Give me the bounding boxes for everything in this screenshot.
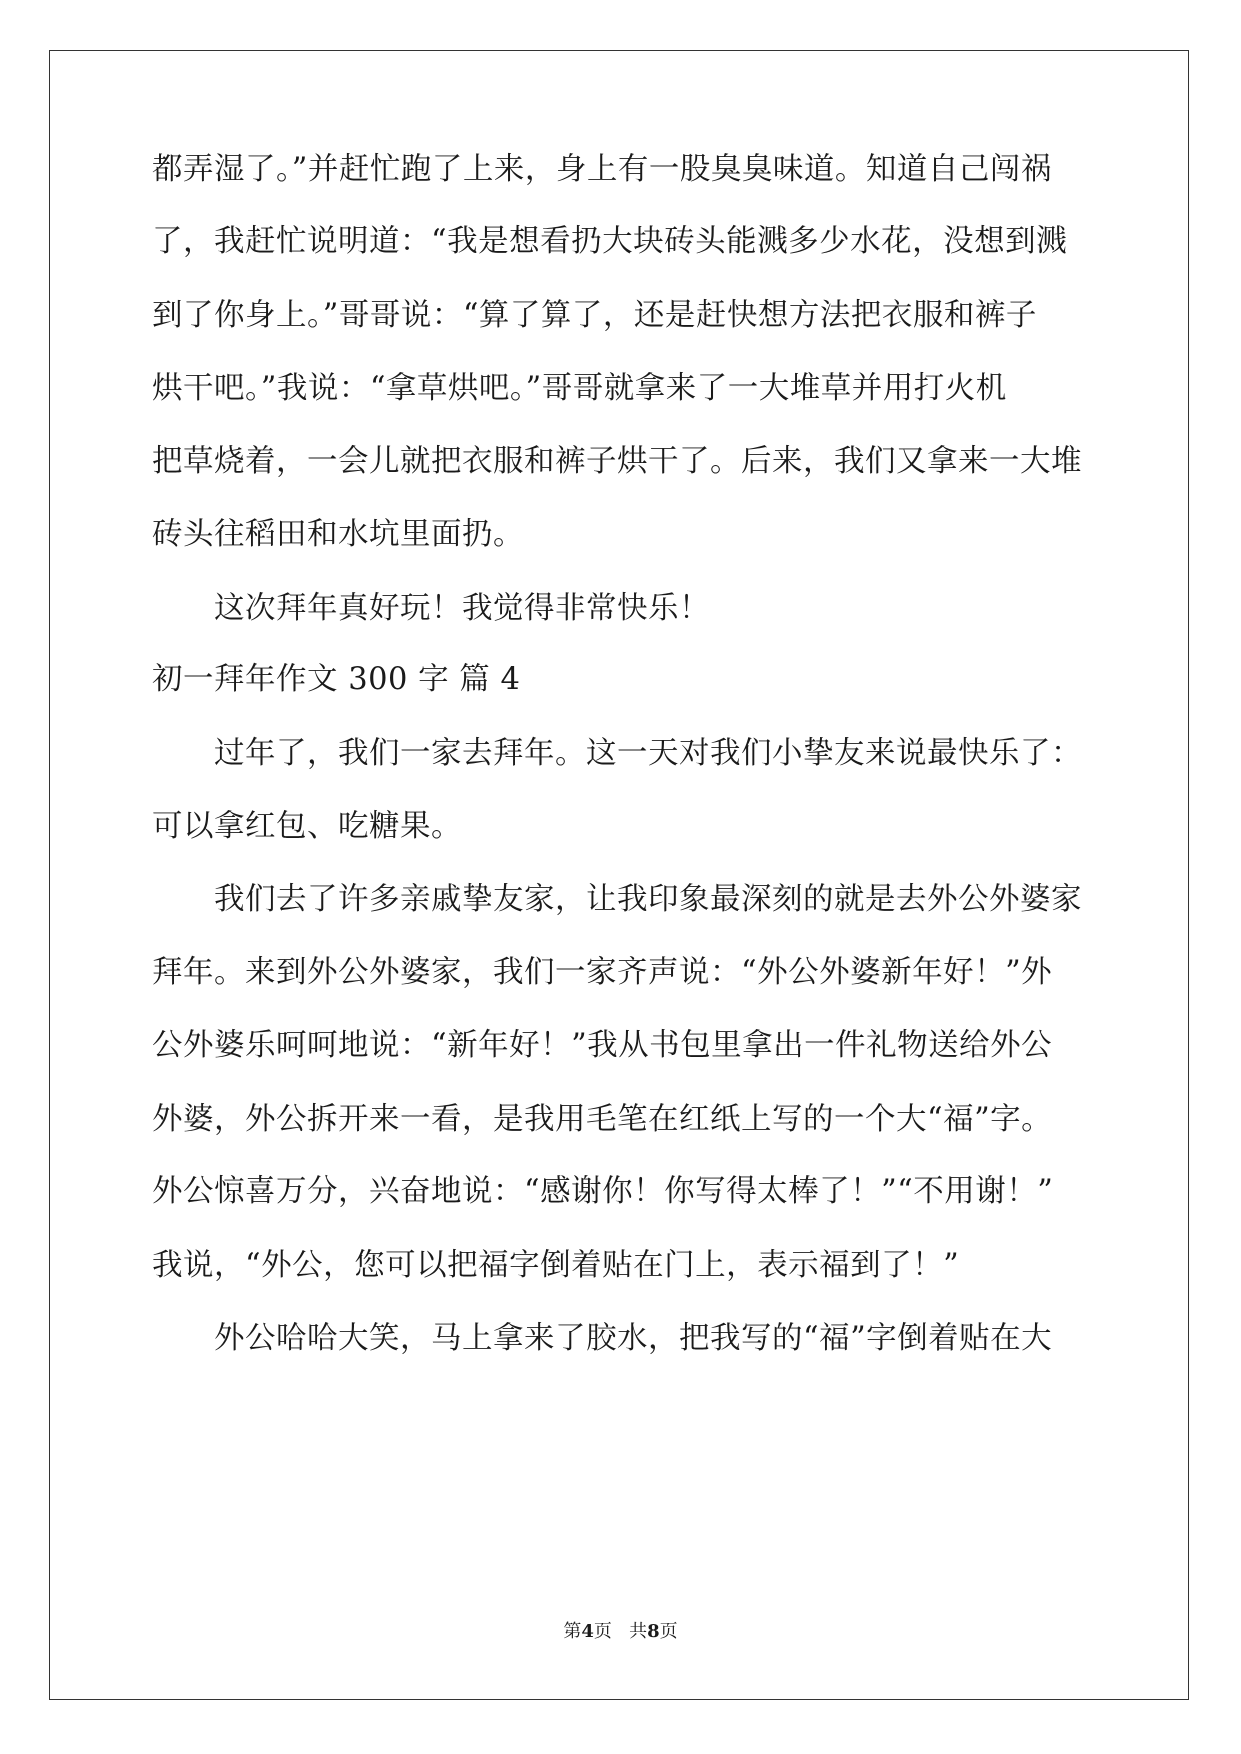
- paragraph-line: 这次拜年真好玩！我觉得非常快乐！: [152, 591, 710, 626]
- text-line: 我说，“外公，您可以把福字倒着贴在门上，表示福到了！”: [152, 1248, 960, 1283]
- page-suffix: 页: [593, 1621, 612, 1642]
- paragraph-line: 我们去了许多亲戚挚友家，让我印象最深刻的就是去外公外婆家: [152, 882, 1082, 917]
- text-line: 拜年。来到外公外婆家，我们一家齐声说：“外公外婆新年好！”外: [152, 955, 1053, 990]
- text-line: 外婆，外公拆开来一看，是我用毛笔在红纸上写的一个大“福”字。: [152, 1102, 1053, 1137]
- text-line: 可以拿红包、吃糖果。: [152, 809, 462, 844]
- text-line: 都弄湿了。”并赶忙跑了上来，身上有一股臭臭味道。知道自己闯祸: [152, 152, 1052, 187]
- page-prefix: 第: [563, 1621, 582, 1642]
- paragraph-line: 过年了，我们一家去拜年。这一天对我们小挚友来说最快乐了：: [152, 736, 1082, 771]
- total-suffix: 页: [659, 1621, 678, 1642]
- page-number: 4: [581, 1621, 594, 1642]
- text-line: 到了你身上。”哥哥说：“算了算了，还是赶快想方法把衣服和裤子: [152, 298, 1037, 333]
- text-line: 把草烧着，一会儿就把衣服和裤子烘干了。后来，我们又拿来一大堆: [152, 444, 1082, 479]
- text-line: 公外婆乐呵呵地说：“新年好！”我从书包里拿出一件礼物送给外公: [152, 1028, 1053, 1063]
- text-line: 了，我赶忙说明道：“我是想看扔大块砖头能溅多少水花，没想到溅: [152, 224, 1068, 259]
- text-line: 外公惊喜万分，兴奋地说：“感谢你！你写得太棒了！”“不用谢！”: [152, 1174, 1054, 1209]
- page-footer: [0, 1620, 1241, 1644]
- total-pages: 8: [647, 1621, 660, 1642]
- total-prefix: 共: [629, 1621, 648, 1642]
- paragraph-line: 外公哈哈大笑，马上拿来了胶水，把我写的“福”字倒着贴在大: [152, 1321, 1053, 1356]
- text-line: 烘干吧。”我说：“拿草烘吧。”哥哥就拿来了一大堆草并用打火机: [152, 371, 1007, 406]
- text-line: 砖头往稻田和水坑里面扔。: [152, 517, 524, 552]
- section-heading: 初一拜年作文 300 字 篇 4: [152, 662, 521, 697]
